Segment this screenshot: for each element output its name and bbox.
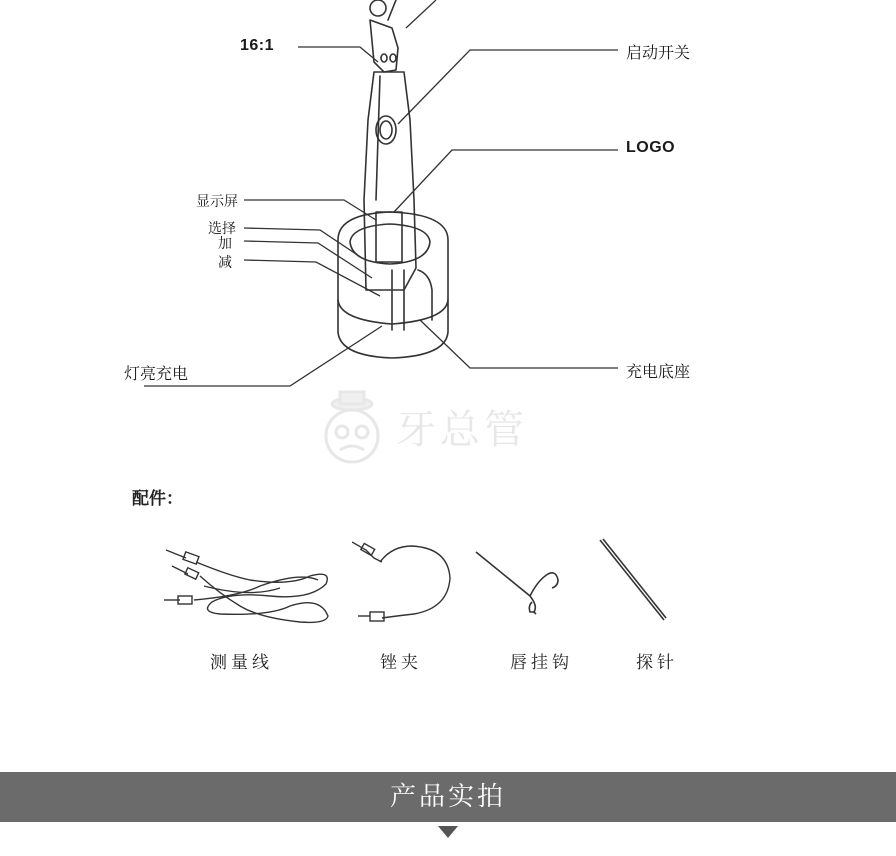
probe-icon <box>596 536 670 626</box>
accessory-label-measurement-cable: 测量线 <box>210 653 273 673</box>
plus-label: 加 <box>218 236 232 252</box>
section-title: 产品实拍 <box>389 782 506 812</box>
handpiece-body <box>364 72 416 290</box>
handpiece-head <box>370 0 386 16</box>
brand-watermark <box>316 390 586 470</box>
accessory-label-lip-hook: 唇挂钩 <box>510 653 573 673</box>
charging-base-label: 充电底座 <box>626 362 691 381</box>
display-screen <box>376 212 402 262</box>
accessory-label-probe: 探针 <box>636 653 678 673</box>
light-charging-label: 灯亮充电 <box>124 364 189 383</box>
select-label: 选择 <box>208 221 236 237</box>
ratio-label: 16:1 <box>240 37 275 54</box>
logo-label: LOGO <box>626 139 676 156</box>
lip-hook-icon <box>472 536 564 626</box>
handpiece-neck <box>370 20 398 72</box>
mascot-logo-icon <box>316 390 394 470</box>
start-switch-label: 启动开关 <box>626 43 691 62</box>
display-label: 显示屏 <box>196 194 238 210</box>
watermark-text: 牙总管 <box>396 407 528 453</box>
accessories-heading: 配件： <box>132 489 183 509</box>
accessory-label-file-clip: 锉夹 <box>380 653 422 673</box>
file-clip-icon <box>352 536 458 626</box>
down-arrow-icon <box>438 826 458 838</box>
minus-label: 减 <box>218 255 232 271</box>
measurement-cable-icon <box>160 536 340 626</box>
section-banner <box>0 772 896 822</box>
